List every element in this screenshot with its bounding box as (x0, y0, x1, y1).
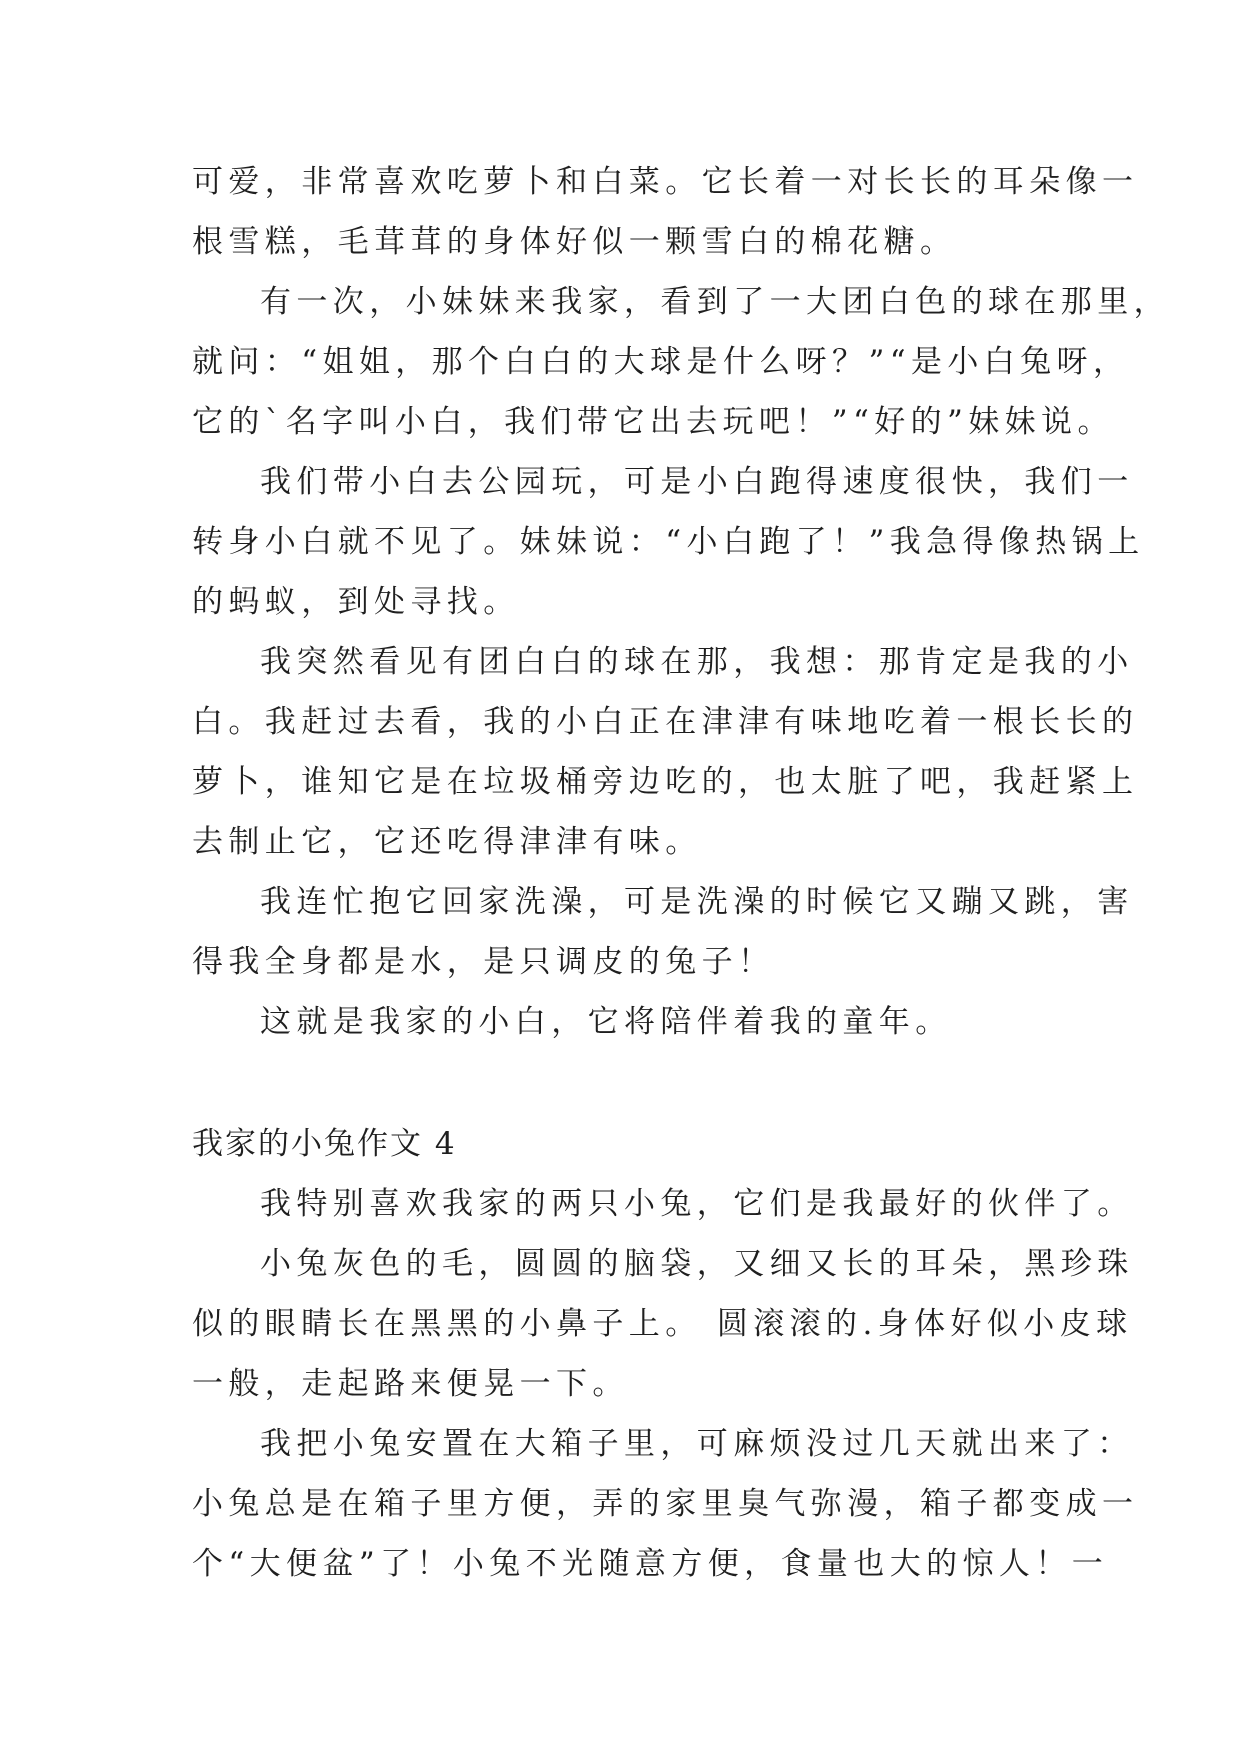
document-page (192, 152, 1170, 1594)
paragraph (192, 1414, 1139, 1594)
paragraph (192, 452, 1145, 632)
paragraph (192, 992, 1062, 1052)
paragraph-line: 小兔总是在箱子里方便，弄的家里臭气弥漫，箱子都变成一 (192, 1486, 1139, 1522)
paragraph (192, 1174, 1134, 1234)
paragraph-line: 有一次，小妹妹来我家，看到了一大团白色的球在那里， (260, 284, 1170, 320)
paragraph-line: 我把小兔安置在大箱子里，可麻烦没过几天就出来了： (260, 1426, 1134, 1462)
paragraph-line: 转身小白就不见了。妹妹说：“小白跑了！”我急得像热锅上 (192, 524, 1145, 560)
paragraph (192, 1234, 1134, 1414)
paragraph-line: 我特别喜欢我家的两只小兔，它们是我最好的伙伴了。 (260, 1186, 1134, 1222)
paragraph (192, 272, 1170, 452)
paragraph-line: 这就是我家的小白，它将陪伴着我的童年。 (260, 1004, 952, 1040)
paragraph (192, 632, 1139, 872)
paragraph-line: 它的`名字叫小白，我们带它出去玩吧！”“好的”妹妹说。 (192, 404, 1114, 440)
paragraph-line: 我们带小白去公园玩，可是小白跑得速度很快，我们一 (260, 464, 1134, 500)
paragraph-line: 一般，走起路来便晃一下。 (192, 1366, 629, 1402)
paragraph-line: 根雪糕，毛茸茸的身体好似一颗雪白的棉花糖。 (192, 224, 957, 260)
paragraph-line: 小兔灰色的毛，圆圆的脑袋，又细又长的耳朵，黑珍珠 (260, 1246, 1134, 1282)
paragraph-line: 似的眼睛长在黑黑的小鼻子上。 圆滚滚的.身体好似小皮球 (192, 1306, 1133, 1342)
paragraph-line: 个“大便盆”了！小兔不光随意方便，食量也大的惊人！一 (192, 1546, 1109, 1582)
paragraph-line: 白。我赶过去看，我的小白正在津津有味地吃着一根长长的 (192, 704, 1139, 740)
paragraph-line: 的蚂蚁，到处寻找。 (192, 584, 520, 620)
section-title: 我家的小兔作文 4 (192, 1126, 457, 1162)
paragraph-line: 我连忙抱它回家洗澡，可是洗澡的时候它又蹦又跳，害 (260, 884, 1134, 920)
paragraph-line: 萝卜，谁知它是在垃圾桶旁边吃的，也太脏了吧，我赶紧上 (192, 764, 1139, 800)
paragraph (192, 872, 1134, 992)
paragraph-line: 就问：“姐姐，那个白白的大球是什么呀？”“是小白兔呀， (192, 344, 1130, 380)
paragraph-line: 我突然看见有团白白的球在那，我想：那肯定是我的小 (260, 644, 1134, 680)
paragraph-line: 可爱，非常喜欢吃萝卜和白菜。它长着一对长长的耳朵像一 (192, 164, 1139, 200)
paragraph (192, 152, 1139, 272)
paragraph-line: 去制止它，它还吃得津津有味。 (192, 824, 702, 860)
paragraph-line: 得我全身都是水，是只调皮的兔子！ (192, 944, 775, 980)
